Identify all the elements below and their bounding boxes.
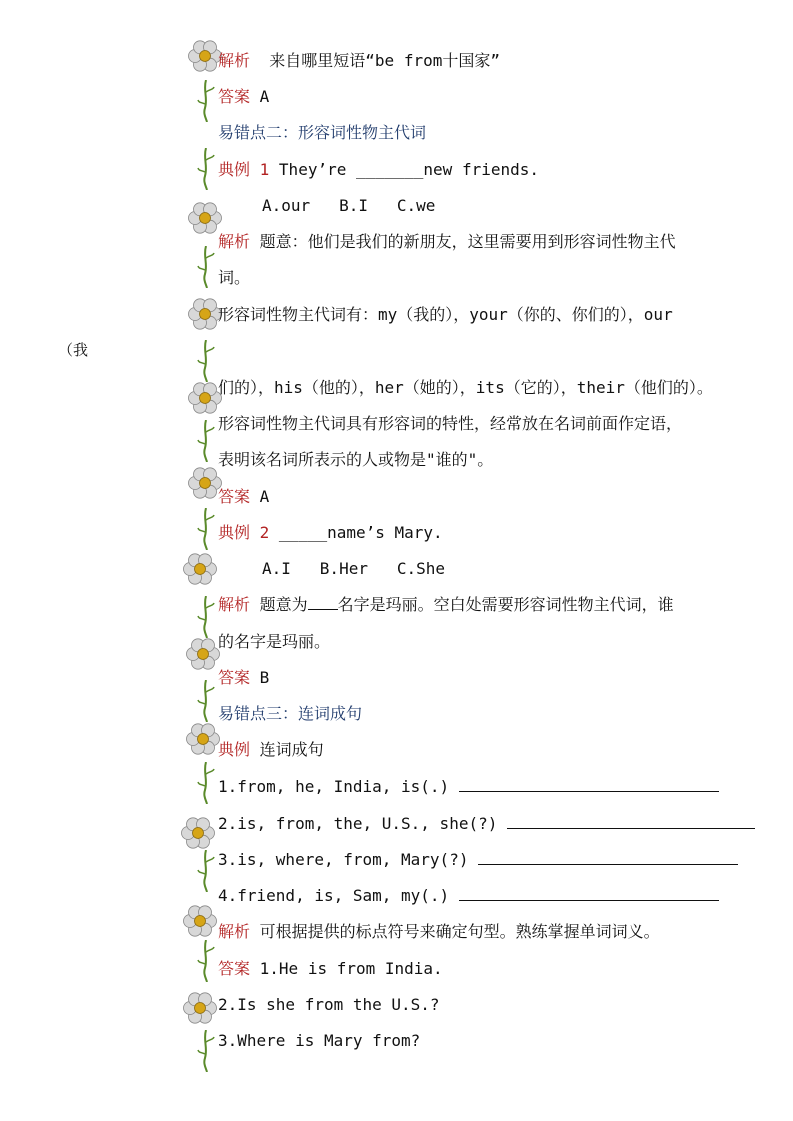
question-1-text: 1.from, he, India, is(.) <box>218 777 450 796</box>
analysis-row-2 <box>218 232 676 252</box>
answer-3: 3.Where is Mary from? <box>218 1031 421 1050</box>
example-label: 典例 <box>218 740 251 759</box>
pronoun-note-row-1: 形容词性物主代词具有形容词的特性，经常放在名词前面作定语， <box>218 414 683 433</box>
question-3 <box>218 850 738 870</box>
question-4-text: 4.friend, is, Sam, my(.) <box>218 886 450 905</box>
answer-label: 答案 <box>218 959 251 978</box>
flower-icon <box>185 636 221 672</box>
answer-blank-3 <box>478 850 738 865</box>
flower-icon <box>185 721 221 757</box>
example-3-title: 连词成句 <box>259 740 324 759</box>
stem-icon <box>196 680 216 722</box>
answer-2: 2.Is she from the U.S.? <box>218 995 440 1014</box>
analysis-row-2-cont: 词。 <box>218 268 251 287</box>
answer-label: 答案 <box>218 87 251 106</box>
answer-row-2 <box>218 487 269 507</box>
example-1-question: They’re _______new friends. <box>278 160 540 179</box>
example-2-options: A.I B.Her C.She <box>262 559 446 578</box>
flower-icon <box>182 551 218 587</box>
answer-1-text: 1.He is from India. <box>259 959 443 978</box>
analysis-row-3-cont: 的名字是玛丽。 <box>218 632 331 651</box>
fill-blank <box>308 595 338 610</box>
answer-blank-1 <box>459 777 719 792</box>
answer-text: A <box>259 487 270 506</box>
example-1-label: 典例 1 <box>218 160 270 179</box>
stem-icon <box>196 148 216 190</box>
analysis-text-b: 名字是玛丽。空白处需要形容词性物主代词，谁 <box>337 595 674 614</box>
analysis-row-4 <box>218 922 660 942</box>
answer-text: A <box>259 87 270 106</box>
answer-row-1 <box>218 87 269 107</box>
stem-icon <box>196 340 216 382</box>
pronoun-list-row-2: 们的），his（他的），her（她的），its（它的），their（他们的）。 <box>218 378 713 397</box>
answer-label: 答案 <box>218 487 251 506</box>
stem-icon <box>196 246 216 288</box>
answer-label: 答案 <box>218 668 251 687</box>
example-2-row <box>218 523 443 543</box>
analysis-row-3 <box>218 595 674 615</box>
example-1-row <box>218 160 539 180</box>
example-1-options: A.our B.I C.we <box>262 196 436 215</box>
pronoun-note-row-2: 表明该名词所表示的人或物是"谁的"。 <box>218 450 494 469</box>
analysis-label: 解析 <box>218 922 251 941</box>
stem-icon <box>196 1030 216 1072</box>
question-1 <box>218 777 719 797</box>
stem-icon <box>196 762 216 804</box>
flower-icon <box>182 990 218 1026</box>
flower-icon <box>187 200 223 236</box>
analysis-text: 题意：他们是我们的新朋友，这里需要用到形容词性物主代 <box>259 232 676 251</box>
flower-icon <box>180 815 216 851</box>
stem-icon <box>196 420 216 462</box>
analysis-row-1 <box>218 51 500 71</box>
answer-row-3 <box>218 668 269 688</box>
answer-blank-4 <box>459 886 719 901</box>
question-3-text: 3.is, where, from, Mary(?) <box>218 850 469 869</box>
stem-icon <box>196 508 216 550</box>
analysis-label: 解析 <box>218 232 251 251</box>
side-note: （我 <box>58 341 89 359</box>
section-heading-3: 易错点三：连词成句 <box>218 704 363 723</box>
question-4 <box>218 886 719 906</box>
question-2-text: 2.is, from, the, U.S., she(?) <box>218 814 498 833</box>
analysis-text: 来自哪里短语“be from十国家” <box>269 51 500 70</box>
answer-blank-2 <box>507 814 755 829</box>
example-2-label: 典例 2 <box>218 523 270 542</box>
analysis-label: 解析 <box>218 595 251 614</box>
example-2-question: _____name’s Mary. <box>278 523 443 542</box>
answer-row-4 <box>218 959 443 979</box>
flower-icon <box>182 903 218 939</box>
analysis-text: 可根据提供的标点符号来确定句型。熟练掌握单词词义。 <box>259 922 660 941</box>
stem-icon <box>196 80 216 122</box>
answer-text: B <box>259 668 270 687</box>
pronoun-list-row-1: 形容词性物主代词有：my（我的），your（你的、你们的），our <box>218 305 673 324</box>
question-2 <box>218 814 755 834</box>
example-3-row <box>218 740 324 760</box>
section-heading-2: 易错点二：形容词性物主代词 <box>218 123 427 142</box>
analysis-text-a: 题意为 <box>259 595 308 614</box>
stem-icon <box>196 850 216 892</box>
analysis-label: 解析 <box>218 51 251 70</box>
stem-icon <box>196 596 216 638</box>
stem-icon <box>196 940 216 982</box>
